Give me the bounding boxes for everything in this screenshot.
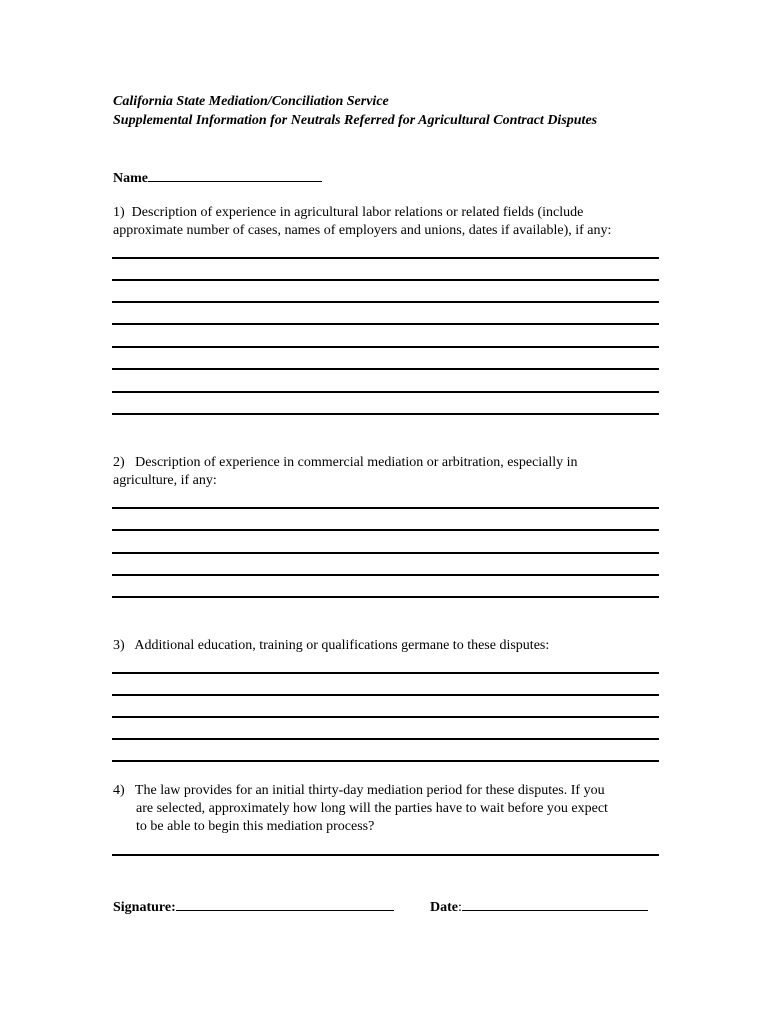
answer-3-line[interactable]	[112, 760, 659, 762]
question-1-line-1	[113, 204, 583, 222]
name-label: Name	[113, 171, 148, 186]
answer-1-line[interactable]	[112, 391, 659, 393]
date-field-row	[430, 896, 648, 917]
answer-2-line[interactable]	[112, 507, 659, 509]
question-2-line-1	[113, 454, 578, 472]
form-subtitle: Supplemental Information for Neutrals Referred for Agricultural Contract Disputes	[113, 113, 598, 128]
answer-4-line[interactable]	[112, 854, 659, 856]
answer-2-line[interactable]	[112, 529, 659, 531]
date-input-line[interactable]	[462, 896, 648, 911]
name-field-row	[113, 167, 322, 188]
answer-3-line[interactable]	[112, 716, 659, 718]
question-2-number: 2)	[113, 455, 125, 470]
answer-1-line[interactable]	[112, 279, 659, 281]
question-1-text: Description of experience in agricultural labor relations or related fields (include	[131, 205, 584, 220]
signature-field-row	[113, 896, 394, 917]
question-4-number: 4)	[113, 783, 125, 798]
answer-2-line[interactable]	[112, 596, 659, 598]
date-label-colon: :	[458, 900, 462, 915]
signature-input-line[interactable]	[176, 896, 394, 911]
answer-3-line[interactable]	[112, 672, 659, 674]
answer-2-line[interactable]	[112, 574, 659, 576]
question-1-number: 1)	[113, 205, 125, 220]
question-3-number: 3)	[113, 638, 125, 653]
answer-2-line[interactable]	[112, 552, 659, 554]
question-3-line-1	[113, 637, 549, 655]
question-4-text: The law provides for an initial thirty-day mediation period for these disputes. If you	[134, 783, 605, 798]
date-label: Date	[430, 900, 458, 915]
name-input-line[interactable]	[148, 167, 322, 182]
answer-1-line[interactable]	[112, 323, 659, 325]
question-4-line-1	[113, 782, 605, 800]
answer-1-line[interactable]	[112, 301, 659, 303]
signature-label: Signature:	[113, 900, 176, 915]
question-1-line-2: approximate number of cases, names of employers and unions, dates if available), if any:	[113, 223, 612, 238]
question-3-text: Additional education, training or qualifications germane to these disputes:	[134, 638, 550, 653]
answer-1-line[interactable]	[112, 346, 659, 348]
question-4-line-2: are selected, approximately how long will the parties have to wait before you expect	[136, 801, 608, 816]
question-2-line-2: agriculture, if any:	[113, 473, 217, 488]
answer-3-line[interactable]	[112, 694, 659, 696]
answer-1-line[interactable]	[112, 413, 659, 415]
question-2-text: Description of experience in commercial mediation or arbitration, especially in	[135, 455, 578, 470]
answer-1-line[interactable]	[112, 368, 659, 370]
form-agency-title: California State Mediation/Conciliation Service	[113, 94, 389, 109]
question-4-line-3: to be able to begin this mediation process?	[136, 819, 375, 834]
answer-3-line[interactable]	[112, 738, 659, 740]
answer-1-line[interactable]	[112, 257, 659, 259]
